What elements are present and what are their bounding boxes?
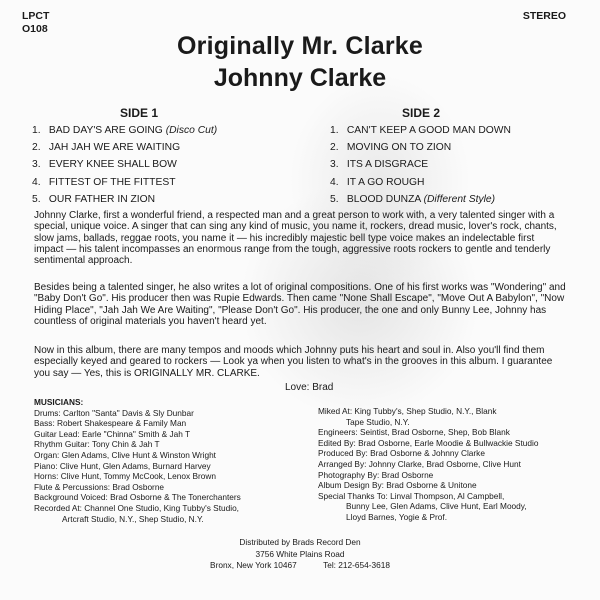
credit-line: Photography By: Brad Osborne (318, 469, 434, 480)
track-title: FITTEST OF THE FITTEST (48, 176, 176, 188)
album-title: Originally Mr. Clarke (177, 32, 423, 60)
track-number: 3. (330, 159, 339, 171)
liner-notes-paragraph-1: Johnny Clarke, first a wonderful friend, a respected man and a great person to work with, a very talented singer with a special, unique voice. A singer that can sing any kind of music, you name it, rockers, dread music, lover's rock, chants, slow jams, ballads, reggae roots, you name it — his incredibly majestic bell type voice makes an indelectable first impact — his talent incompasses an enormous range from the tough, aggressive roots rockers to gentle and tenderly sentimental approach. (34, 210, 557, 267)
production-credits (318, 406, 598, 523)
distributor-name: Distributed by Brads Record Den (239, 537, 361, 547)
track-number: 3. (32, 159, 41, 171)
distributor-city-phone (0, 560, 600, 572)
track-number: 2. (32, 142, 41, 154)
musicians-credits (34, 397, 324, 524)
credit-line-continued: Lloyd Barnes, Yogie & Prof. (346, 511, 448, 522)
side-1-heading: SIDE 1 (120, 106, 159, 120)
musician-line-continued: Artcraft Studio, N.Y., Shep Studio, N.Y. (62, 513, 204, 524)
distributor-phone: Tel: 212-654-3618 (323, 560, 390, 570)
side-1-tracklist (32, 122, 217, 208)
musician-line: Rhythm Guitar: Tony Chin & Jah T (34, 439, 160, 450)
track-number: 1. (32, 125, 41, 136)
track-item (32, 191, 217, 208)
track-note: (Disco Cut) (165, 125, 218, 136)
track-title: CAN'T KEEP A GOOD MAN DOWN (346, 125, 511, 136)
track-number: 4. (32, 176, 41, 188)
track-item (330, 174, 511, 191)
track-item (32, 156, 217, 173)
musician-line: Flute & Percussions: Brad Osborne (34, 481, 165, 492)
track-number: 4. (330, 176, 339, 188)
liner-notes-signoff: Love: Brad (285, 382, 334, 393)
catalog-line-1: LPCT (22, 10, 50, 22)
musician-line: Bass: Robert Shakespeare & Family Man (34, 418, 187, 429)
track-title: IT A GO ROUGH (346, 176, 425, 188)
track-item (32, 174, 217, 191)
artist-name: Johnny Clarke (213, 64, 387, 92)
credit-line-continued: Bunny Lee, Glen Adams, Clive Hunt, Earl Moody, (346, 501, 527, 512)
track-number: 2. (330, 142, 339, 154)
musician-line: Background Voiced: Brad Osborne & The Tonerchanters (34, 492, 241, 503)
distributor-street: 3756 White Plains Road (255, 548, 345, 559)
track-title: EVERY KNEE SHALL BOW (48, 159, 177, 171)
stereo-label: STEREO (522, 10, 566, 22)
track-title: ITS A DISGRACE (346, 159, 429, 171)
track-item (32, 122, 217, 139)
track-title: MOVING ON TO ZION (346, 142, 452, 154)
musicians-heading: MUSICIANS: (34, 397, 84, 407)
distributor-info (0, 537, 600, 572)
track-number: 5. (330, 193, 339, 205)
track-item (32, 139, 217, 156)
musician-line: Drums: Carlton "Santa" Davis & Sly Dunbar (34, 407, 194, 418)
musician-line: Piano: Clive Hunt, Glen Adams, Burnard Harvey (34, 460, 211, 471)
credit-line: Produced By: Brad Osborne & Johnny Clarke (318, 448, 485, 459)
track-number: 1. (330, 125, 339, 136)
side-2-tracklist (330, 122, 511, 208)
credit-line: Arranged By: Johnny Clarke, Brad Osborne, Clive Hunt (318, 458, 521, 469)
credit-line: Miked At: King Tubby's, Shep Studio, N.Y., Blank (318, 406, 497, 416)
track-title: BLOOD DUNZA (346, 193, 421, 205)
track-item (330, 191, 511, 208)
track-number: 5. (32, 193, 41, 205)
musician-line: Organ: Glen Adams, Clive Hunt & Winston Wright (34, 449, 216, 460)
musician-line: Horns: Clive Hunt, Tommy McCook, Lenox Brown (34, 471, 216, 482)
track-note: (Different Style) (423, 193, 496, 205)
musician-line: Guitar Lead: Earle "Chinna" Smith & Jah T (34, 428, 191, 439)
track-item (330, 156, 511, 173)
musician-line: Recorded At: Channel One Studio, King Tubby's Studio, (34, 502, 239, 513)
side-2-heading: SIDE 2 (402, 106, 441, 120)
credit-line: Engineers: Seintist, Brad Osborne, Shep, Bob Blank (318, 427, 510, 438)
track-title: BAD DAY'S ARE GOING (48, 125, 163, 136)
catalog-line-2: O108 (22, 23, 48, 35)
track-item (330, 139, 511, 156)
credit-line: Album Design By: Brad Osborne & Unitone (318, 480, 477, 491)
track-item (330, 122, 511, 139)
liner-notes-paragraph-3: Now in this album, there are many tempos and moods which Johnny puts his heart and soul in. Also you'll find them especially keyed and geared to rockers — Look ya when you listen to what's in the grooves in this album. I guarantee you say — Yes, this is ORIGINALLY MR. CLARKE. (34, 345, 553, 379)
track-title: JAH JAH WE ARE WAITING (48, 142, 181, 154)
distributor-city: Bronx, New York 10467 (210, 560, 297, 570)
credit-line: Special Thanks To: Linval Thompson, Al Campbell, (318, 490, 505, 501)
credit-line-continued: Tape Studio, N.Y. (346, 416, 410, 427)
track-title: OUR FATHER IN ZION (48, 193, 156, 205)
credit-line: Edited By: Brad Osborne, Earle Moodie & Bullwackie Studio (318, 437, 539, 448)
liner-notes-paragraph-2: Besides being a talented singer, he also writes a lot of original compositions. One of his first works was "Wondering" and "Baby Don't Go". His producer then was Rupie Edwards. Then came "None Shall Escape", "Move Out A Babylon", "Now Hiding Place", "Jah Jah We Are Waiting", "Please Don't Go". His producer, the one and only Bunny Lee, Johnny has countless of original materials you haven't heard yet. (34, 282, 566, 327)
